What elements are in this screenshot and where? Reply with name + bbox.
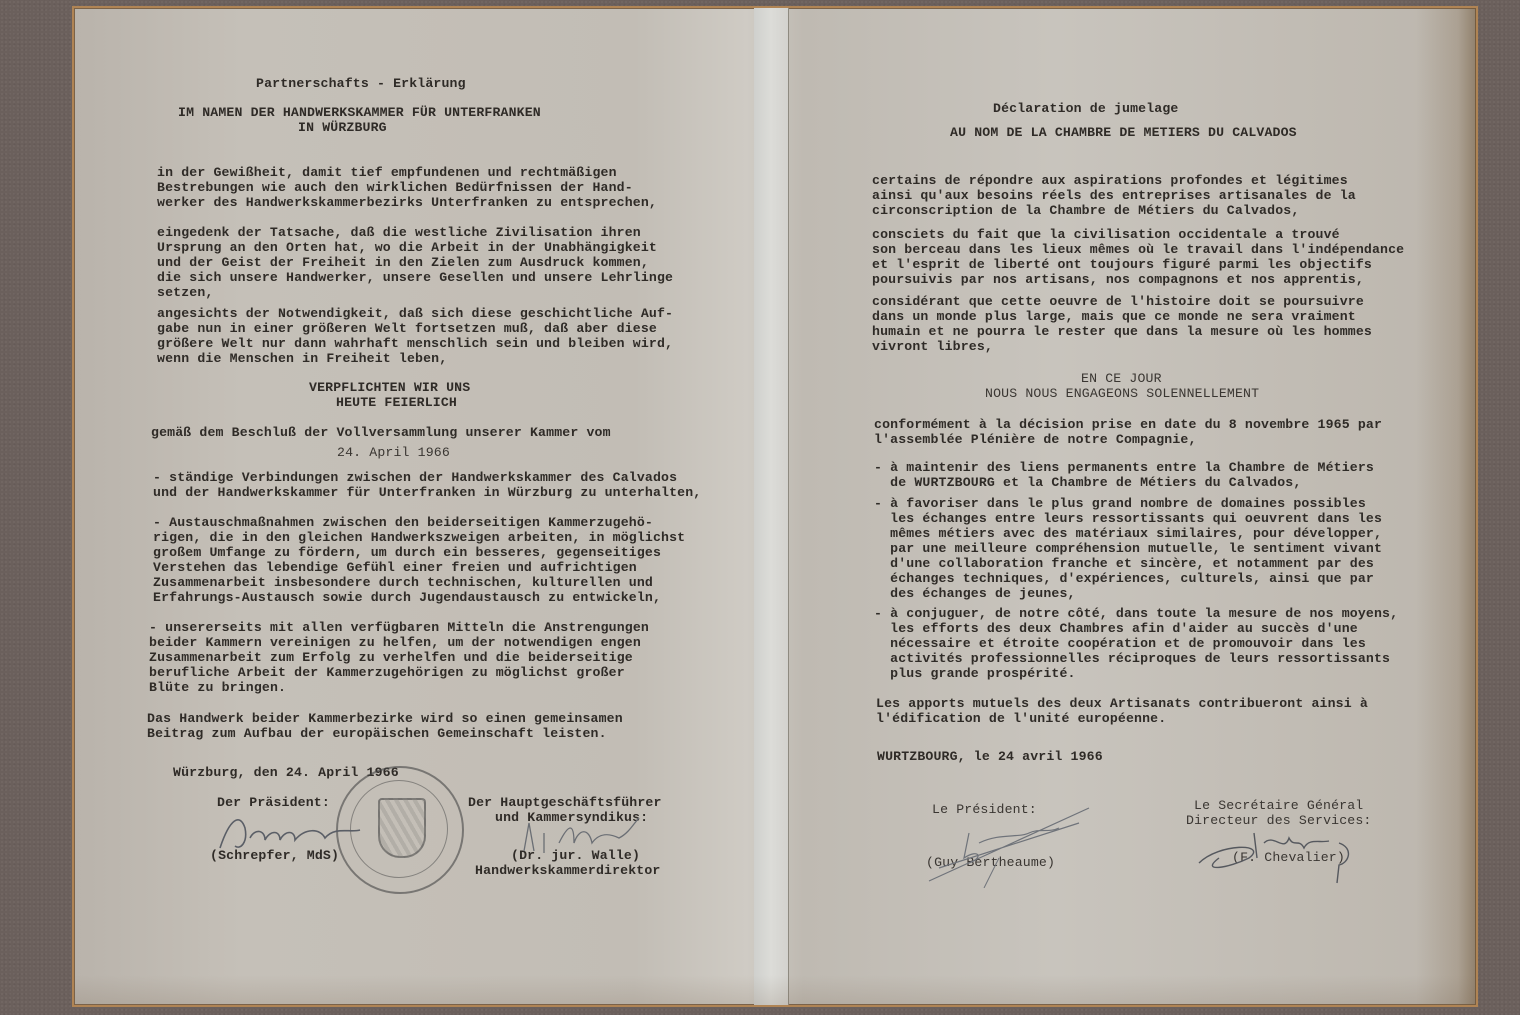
text-line: consciets du fait que la civilisation occidentale a trouvé (872, 227, 1340, 242)
text-line: Ursprung an den Orten hat, wo die Arbeit in der Unabhängigkeit (157, 240, 657, 255)
text-line: l'assemblée Plénière de notre Compagnie, (874, 432, 1197, 447)
text-line: berufliche Arbeit der Kammerzugehörigen zu möglichst großer (149, 665, 625, 680)
text-line: Les apports mutuels des deux Artisanats contribueront ainsi à (876, 696, 1368, 711)
text-line: beider Kammern vereinigen zu helfen, um der notwendigen engen (149, 635, 641, 650)
signatory-name: (F. Chevalier) (1232, 850, 1345, 865)
text-line: großem Umfange zu fördern, um durch ein besseres, gegenseitiges (153, 545, 662, 560)
text-line: und der Handwerkskammer für Unterfranken in Würzburg zu unterhalten, (153, 485, 702, 500)
text-line: mêmes métiers avec des matériaux similaires, pour développer, (874, 526, 1383, 541)
text-line: plus grande prospérité. (874, 666, 1076, 681)
german-heading-line-1: IM NAMEN DER HANDWERKSKAMMER FÜR UNTERFRANKEN (178, 105, 541, 120)
text-line: conformément à la décision prise en date du 8 novembre 1965 par (874, 417, 1383, 432)
text-line: größere Welt nur dann wahrhaft menschlich sein und bleiben wird, (157, 336, 674, 351)
german-commitment-line-2: HEUTE FEIERLICH (336, 395, 457, 410)
text-line: die sich unsere Handwerker, unsere Gesellen und unsere Lehrlinge (157, 270, 674, 285)
text-line: angesichts der Notwendigkeit, daß sich diese geschichtliche Auf- (157, 306, 674, 321)
signatory-title: Le Président: (932, 802, 1037, 817)
german-resolution-line: gemäß dem Beschluß der Vollversammlung unserer Kammer vom (151, 425, 611, 440)
text-line: les échanges entre leurs ressortissants qui oeuvrent dans les (874, 511, 1383, 526)
text-line: activités professionnelles réciproques de leurs ressortissants (874, 651, 1391, 666)
french-heading: AU NOM DE LA CHAMBRE DE METIERS DU CALVADOS (950, 125, 1297, 140)
french-declaration-page (788, 8, 1477, 1005)
signatory-title: Der Präsident: (217, 795, 330, 810)
text-line: - à maintenir des liens permanents entre la Chambre de Métiers (874, 460, 1374, 475)
text-line: des échanges de jeunes, (874, 586, 1076, 601)
french-place-date: WURTZBOURG, le 24 avril 1966 (877, 749, 1103, 764)
text-line: poursuivis par nos artisans, nos compagnons et nos apprentis, (872, 272, 1364, 287)
text-line: les efforts des deux Chambres afin d'aider au succès d'une (874, 621, 1358, 636)
french-title: Déclaration de jumelage (993, 101, 1179, 116)
signatory-title: Directeur des Services: (1186, 813, 1372, 828)
signatory-name: (Schrepfer, MdS) (210, 848, 340, 863)
text-line: Beitrag zum Aufbau der europäischen Gemeinschaft leisten. (147, 726, 607, 741)
text-line: Verstehen das lebendige Gefühl einer freien und aufrichtigen (153, 560, 637, 575)
text-line: l'édification de l'unité européenne. (876, 711, 1167, 726)
text-line: certains de répondre aux aspirations profondes et légitimes (872, 173, 1348, 188)
signatory-title: Le Secrétaire Général (1194, 798, 1364, 813)
text-line: - unsererseits mit allen verfügbaren Mitteln die Anstrengungen (149, 620, 649, 635)
text-line: circonscription de la Chambre de Métiers du Calvados, (872, 203, 1300, 218)
signatory-subtitle: Handwerkskammerdirektor (475, 863, 661, 878)
french-commitment-line-2: NOUS NOUS ENGAGEONS SOLENNELLEMENT (985, 386, 1260, 401)
text-line: gabe nun in einer größeren Welt fortsetzen muß, daß aber diese (157, 321, 657, 336)
text-line: - ständige Verbindungen zwischen der Handwerkskammer des Calvados (153, 470, 678, 485)
text-line: nécessaire et étroite coopération et de promouvoir dans les (874, 636, 1366, 651)
text-line: setzen, (157, 285, 214, 300)
text-line: Das Handwerk beider Kammerbezirke wird so einen gemeinsamen (147, 711, 623, 726)
text-line: Bestrebungen wie auch den wirklichen Bedürfnissen der Hand- (157, 180, 633, 195)
coat-of-arms-icon (378, 798, 426, 858)
signatory-title: und Kammersyndikus: (495, 810, 649, 825)
text-line: et l'esprit de liberté ont toujours figuré parmi les objectifs (872, 257, 1372, 272)
signatory-name: (Dr. jur. Walle) (511, 848, 641, 863)
german-resolution-date: 24. April 1966 (337, 445, 450, 460)
text-line: échanges techniques, d'expériences, culturels, ainsi que par (874, 571, 1374, 586)
text-line: Zusammenarbeit insbesondere durch technischen, kulturellen und (153, 575, 653, 590)
text-line: wenn die Menschen in Freiheit leben, (157, 351, 448, 366)
text-line: ainsi qu'aux besoins réels des entreprises artisanales de la (872, 188, 1356, 203)
text-line: d'une collaboration franche et sincère, et notamment par des (874, 556, 1374, 571)
text-line: dans un monde plus large, mais que ce monde ne sera vraiment (872, 309, 1356, 324)
text-line: in der Gewißheit, damit tief empfundenen und rechtmäßigen (157, 165, 617, 180)
signatory-name: (Guy Bertheaume) (926, 855, 1056, 870)
text-line: rigen, die in den gleichen Handwerkszweigen arbeiten, in möglichst (153, 530, 686, 545)
german-place-date: Würzburg, den 24. April 1966 (173, 765, 399, 780)
german-commitment-line-1: VERPFLICHTEN WIR UNS (309, 380, 471, 395)
text-line: vivront libres, (872, 339, 993, 354)
text-line: eingedenk der Tatsache, daß die westliche Zivilisation ihren (157, 225, 641, 240)
official-seal (336, 766, 464, 894)
text-line: son berceau dans les lieux mêmes où le travail dans l'indépendance (872, 242, 1405, 257)
text-line: Erfahrungs-Austausch sowie durch Jugendaustausch zu entwickeln, (153, 590, 662, 605)
german-title: Partnerschafts - Erklärung (256, 76, 466, 91)
signatory-title: Der Hauptgeschäftsführer (468, 795, 662, 810)
text-line: - Austauschmaßnahmen zwischen den beiderseitigen Kammerzugehö- (153, 515, 653, 530)
text-line: Blüte zu bringen. (149, 680, 287, 695)
text-line: und der Geist der Freiheit in den Zielen zum Ausdruck kommen, (157, 255, 649, 270)
text-line: - à conjuguer, de notre côté, dans toute la mesure de nos moyens, (874, 606, 1399, 621)
text-line: par une meilleure compréhension mutuelle, le sentiment vivant (874, 541, 1383, 556)
french-commitment-line-1: EN CE JOUR (1081, 371, 1162, 386)
text-line: - à favoriser dans le plus grand nombre de domaines possibles (874, 496, 1366, 511)
text-line: considérant que cette oeuvre de l'histoire doit se poursuivre (872, 294, 1364, 309)
german-heading-line-2: IN WÜRZBURG (298, 120, 387, 135)
text-line: werker des Handwerkskammerbezirks Unterfranken zu entsprechen, (157, 195, 657, 210)
framed-document (72, 6, 1478, 1007)
text-line: de WURTZBOURG et la Chambre de Métiers du Calvados, (874, 475, 1302, 490)
german-declaration-page (74, 8, 754, 1005)
page-gutter (754, 8, 788, 1005)
text-line: humain et ne pourra le rester que dans la mesure où les hommes (872, 324, 1372, 339)
text-line: Zusammenarbeit zum Erfolg zu verhelfen und die beiderseitige (149, 650, 633, 665)
